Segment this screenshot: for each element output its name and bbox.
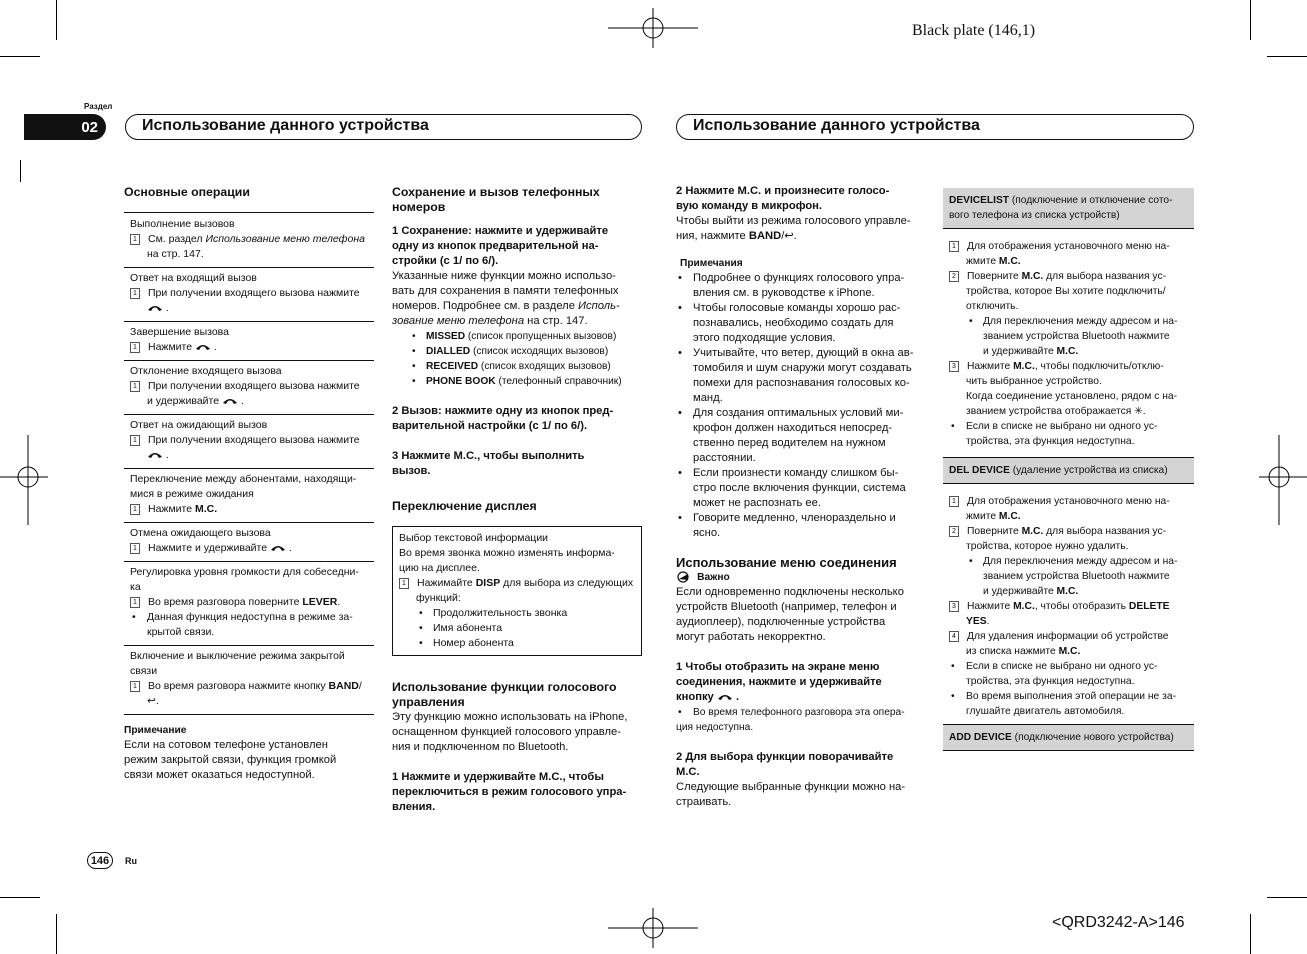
registration-mark-right: [1259, 435, 1307, 525]
heading-save-numbers: Сохранение и вызов телефонных: [392, 185, 600, 199]
list-item: • DIALLED (список исходящих вызовов): [392, 344, 642, 359]
step-number-icon: 1: [130, 543, 140, 554]
step-number-icon: 2: [949, 526, 959, 537]
step-text: одну из кнопок предварительной на-: [392, 240, 599, 252]
note-title: Примечания: [680, 258, 743, 269]
row-title: Ответ на входящий вызов: [130, 272, 257, 284]
table-row: [124, 213, 374, 267]
row-title: мися в режиме ожидания: [130, 488, 254, 500]
row-step: 1 При получении входящего вызова нажмите: [130, 379, 368, 394]
row-bullet-cont: крытой связи.: [147, 626, 215, 638]
row-title: Отмена ожидающего вызова: [130, 527, 271, 539]
step-text: 1 Нажмите и удерживайте M.C., чтобы: [392, 771, 604, 783]
page-title-left: Использование данного устройства: [125, 114, 642, 140]
row-title: Ответ на ожидающий вызов: [130, 419, 268, 431]
square-note: • Во время телефонного разговора эта опера-: [676, 705, 928, 720]
note-text: связи может оказаться недоступной.: [124, 769, 315, 781]
step-text: переключиться в режим голосового упра-: [392, 786, 627, 798]
note-item: • Чтобы голосовые команды хорошо рас-: [676, 301, 928, 316]
crop-mark: [1250, 0, 1251, 40]
step-text: соединения, нажмите и удерживайте: [676, 676, 882, 688]
box-title: Выбор текстовой информации: [399, 532, 549, 544]
step-number-icon: 1: [130, 597, 140, 608]
add-device-header: ADD DEVICE (подключение нового устройства): [943, 724, 1194, 751]
heading-save-numbers: номеров: [392, 200, 446, 214]
step-text: стройки (с 1/ по 6/).: [392, 255, 499, 267]
heading-display-switch: Переключение дисплея: [392, 499, 537, 513]
table-row: [124, 522, 374, 561]
phone-icon: [222, 397, 238, 405]
step-text: вызов.: [392, 465, 431, 477]
body-text: могут работать некорректно.: [676, 631, 826, 643]
step-number-icon: 4: [949, 631, 959, 642]
step-number-icon: 1: [130, 435, 140, 446]
step-number-icon: 1: [949, 496, 959, 507]
list-item: • Для переключения между адресом и на-: [949, 314, 1194, 329]
heading-voice-control: Использование функции голосового: [392, 680, 617, 694]
step-number-icon: 1: [399, 578, 409, 589]
body-text: Если одновременно подключены несколько: [676, 586, 904, 598]
crop-mark: [1250, 914, 1251, 954]
list-item: • Во время выполнения этой операции не за-: [949, 689, 1194, 704]
table-row: Включение и выключение режима закрытой связи 1 Во время разговора нажмите кнопку BAND/ ↩.: [124, 645, 374, 714]
table-row: Отклонение входящего вызова 1 При получении входящего вызова нажмите и удерживайте .: [124, 360, 374, 414]
row-title: Переключение между абонентами, находящи-: [130, 473, 357, 485]
registration-mark-bottom: [608, 908, 698, 948]
table-row: [124, 561, 374, 645]
section-label: Раздел: [84, 102, 113, 111]
heading-basic-operations: Основные операции: [124, 185, 250, 199]
note-item: • Говорите медленно, членораздельно и: [676, 511, 928, 526]
row-title: ка: [130, 581, 141, 593]
row-step: 1 Нажмите M.C.: [130, 502, 368, 517]
page-number: 146: [87, 852, 113, 869]
row-title: Выполнение вызовов: [130, 218, 235, 230]
phone-icon: [717, 693, 733, 701]
step-text: 2 Нажмите M.C. и произнесите голосо-: [676, 185, 890, 197]
step-text: 2 Для выбора функции поворачивайте: [676, 751, 894, 763]
step-text: 3 Нажмите M.C., чтобы выполнить: [392, 450, 585, 462]
step-text: варительной настройки (с 1/ по 6/).: [392, 420, 588, 432]
operations-table: [124, 212, 374, 715]
step-number-icon: 3: [949, 601, 959, 612]
row-title: связи: [130, 665, 158, 677]
list-item: • Для переключения между адресом и на-: [949, 554, 1194, 569]
body-text: ния и подключенном по Bluetooth.: [392, 741, 569, 753]
step-text: 2 Вызов: нажмите одну из кнопок пред-: [392, 405, 614, 417]
row-step: 1 При получении входящего вызова нажмите: [130, 433, 368, 448]
devicelist-header: DEVICELIST (подключение и отключение сото- вого телефона из списка устройств): [943, 188, 1194, 229]
list-item: • Номер абонента: [399, 636, 635, 651]
table-row: [124, 468, 374, 522]
row-step: 1 Нажмите и удерживайте .: [130, 541, 368, 556]
row-step: 1 См. раздел Использование меню телефона: [130, 232, 368, 247]
back-icon: ↩: [147, 695, 156, 707]
registration-mark-top: [608, 8, 698, 48]
row-step: 1 Нажмите .: [130, 340, 368, 355]
body-text: Чтобы выйти из режима голосового управле-: [676, 215, 911, 227]
list-item: • Продолжительность звонка: [399, 606, 635, 621]
step-number-icon: 3: [949, 361, 959, 372]
crop-mark: [1267, 56, 1307, 57]
step-text: 1 Сохранение: нажмите и удерживайте: [392, 225, 609, 237]
list-item: • PHONE BOOK (телефонный справочник): [392, 374, 642, 389]
list-item: • Если в списке не выбрано ни одного ус-: [949, 419, 1194, 434]
registration-mark-left: [0, 435, 48, 525]
step-number-icon: 1: [949, 241, 959, 252]
heading-connection-menu: Использование меню соединения: [676, 555, 897, 570]
heading-voice-control: управления: [392, 695, 465, 709]
table-row: [124, 321, 374, 360]
note-item: • Если произнести команду слишком бы-: [676, 466, 928, 481]
row-title: Регулировка уровня громкости для собеседни-: [130, 566, 359, 578]
step-text: 1 Чтобы отобразить на экране меню: [676, 661, 880, 673]
list-item: • Имя абонента: [399, 621, 635, 636]
crop-mark: [56, 914, 57, 954]
display-info-box: Выбор текстовой информации Во время звонка можно изменять информа- цию на дисплее. 1 Нажимайте DISP для выбора из следующих функций: • Продолжительность звонка • Имя абонента • Номер абонента: [392, 526, 642, 656]
body-text: Следующие выбранные функции можно на-: [676, 781, 906, 793]
important-icon: [676, 571, 694, 583]
plate-label: Black plate (146,1): [912, 22, 1036, 39]
row-step: 1 Во время разговора нажмите кнопку BAND/: [130, 679, 368, 694]
crop-mark: [56, 0, 57, 40]
note-title: Примечание: [124, 725, 187, 736]
column-1: [124, 185, 374, 783]
phone-icon: [195, 343, 211, 351]
note-item: • Подробнее о функциях голосового упра-: [676, 271, 928, 286]
table-row: Ответ на ожидающий вызов 1 При получении входящего вызова нажмите .: [124, 414, 374, 468]
note-item: • Учитывайте, что ветер, дующий в окна ав-: [676, 346, 928, 361]
step-text: вую команду в микрофон.: [676, 200, 823, 212]
note-text: Если на сотовом телефоне установлен: [124, 739, 328, 751]
back-icon: ↩: [784, 230, 794, 242]
note-item: • Для создания оптимальных условий ми-: [676, 406, 928, 421]
table-row: Ответ на входящий вызов 1 При получении входящего вызова нажмите .: [124, 267, 374, 321]
crop-mark: [1267, 897, 1307, 898]
page-title-right: Использование данного устройства: [676, 114, 1194, 140]
phone-icon: [147, 304, 163, 312]
row-title: Завершение вызова: [130, 326, 229, 338]
column-4: DEVICELIST (подключение и отключение сото- вого телефона из списка устройств) 1 Для отображения установочного меню на- жмите M.C. 2 Поверните M.C. для выбора названия ус- тройства, которое Вы хотите подключить/ отключить. • Для переключения между адресом и на- званием устройства Bluetooth нажмите и удерживайте M.C. 3 Нажмите M.C., чтобы подключить/отклю- чить выбранное устройство. Когда соединение установлено, рядом с на- званием устройства отображается ✳. • Если в списке не выбрано ни одного ус- тройства, эта функция недоступна. DEL DEVICE (удаление устройства из списка) 1 Для отображения установочного меню на- жмите M.C. 2 Поверните M.C. для выбора названия ус- тройства, которое нужно удалить. • Для переключения между адресом и на- званием устройства Bluetooth нажмите и удерживайте M.C. 3 Нажмите M.C., чтобы отобразить DELETE YES. 4 Для удаления информации об устройстве из списка нажмите M.C. • Если в списке не выбрано ни одного ус- тройства, эта функция недоступна. • Во время выполнения этой операции не за- глушайте двигатель автомобиля. ADD DEVICE (подключение нового устройства): [943, 188, 1194, 751]
phone-icon: [147, 451, 163, 459]
section-badge: 02: [24, 114, 106, 140]
step-number-icon: 1: [130, 234, 140, 245]
list-item: • Если в списке не выбрано ни одного ус-: [949, 659, 1194, 674]
body-text: аудиоплеер), подключенные устройства: [676, 616, 886, 628]
body-text: устройств Bluetooth (например, телефон и: [676, 601, 897, 613]
row-step: 1 При получении входящего вызова нажмите: [130, 286, 368, 301]
step-number-icon: 1: [130, 288, 140, 299]
row-title: Включение и выключение режима закрытой: [130, 650, 345, 662]
row-bullet: • Данная функция недоступна в режиме за-: [130, 610, 368, 625]
column-3: 2 Нажмите M.C. и произнесите голосо- вую команду в микрофон. Чтобы выйти из режима голосового управле- ния, нажмите BAND/↩. Примечания • Подробнее о функциях голосового упра- вления см. в руководстве к iPhone. • Чтобы голосовые команды хорошо рас- познавались, необходимо создать для этого подходящие условия. • Учитывайте, что ветер, дующий в окна ав- томобиля и шум снаружи могут создавать помехи для распознавания голосовых ко- манд. • Для создания оптимальных условий ми- крофон должен находиться непосред- ственно перед водителем на нужном расстоянии. • Если произнести команду слишком бы- стро после включения функции, система может не распознать ее. • Говорите медленно, членораздельно и ясно. Использование меню соединения Важно Если одновременно подключены несколько устройств Bluetooth (например, телефон и аудиоплеер), подключенные устройства могут работать некорректно. 1 Чтобы отобразить на экране меню соединения, нажмите и удерживайте кнопку . • Во время телефонного разговора эта опера- ция недоступна. 2 Для выбора функции поворачивайте M.C. Следующие выбранные функции можно на- страивать.: [676, 184, 928, 810]
body-text: страивать.: [676, 796, 732, 808]
document-code: <QRD3242-A>146: [1052, 914, 1185, 931]
note-text: режим закрытой связи, функция громкой: [124, 754, 337, 766]
body-text: вать для сохранения в памяти телефонных: [392, 285, 619, 297]
del-device-header: DEL DEVICE (удаление устройства из списка): [943, 457, 1194, 484]
row-title: Отклонение входящего вызова: [130, 365, 282, 377]
row-step: 1 Во время разговора поверните LEVER.: [130, 595, 368, 610]
step-text: M.C.: [676, 766, 700, 778]
column-2: Сохранение и вызов телефонных номеров 1 Сохранение: нажмите и удерживайте одну из кнопок предварительной на- стройки (с 1/ по 6/). Указанные ниже функции можно использо- вать для сохранения в памяти телефонных номеров. Подробнее см. в разделе Исполь- зование меню телефона на стр. 147. • MISSED (список пропущенных вызовов) • DIALLED (список исходящих вызовов) • RECEIVED (список входящих вызовов) • PHONE BOOK (телефонный справочник) 2 Вызов: нажмите одну из кнопок пред- варительной настройки (с 1/ по 6/). 3 Нажмите M.C., чтобы выполнить вызов. Переключение дисплея Выбор текстовой информации Во время звонка можно изменять информа- цию на дисплее. 1 Нажимайте DISP для выбора из следующих функций: • Продолжительность звонка • Имя абонента • Номер абонента Использование функции голосового управления Эту функцию можно использовать на iPhone, оснащенном функцией голосового управле- ния и подключенном по Bluetooth. 1 Нажмите и удерживайте M.C., чтобы переключиться в режим голосового упра- вления.: [392, 185, 642, 815]
step-number-icon: 2: [949, 271, 959, 282]
body-text: Указанные ниже функции можно использо-: [392, 270, 616, 282]
body-text: оснащенном функцией голосового управле-: [392, 726, 621, 738]
list-item: • MISSED (список пропущенных вызовов): [392, 329, 642, 344]
phone-icon: [270, 544, 286, 552]
crop-mark: [0, 56, 40, 57]
crop-mark: [20, 160, 21, 182]
crop-mark: [0, 897, 40, 898]
list-item: • RECEIVED (список входящих вызовов): [392, 359, 642, 374]
step-text: вления.: [392, 801, 436, 813]
language-label: Ru: [125, 856, 137, 866]
step-number-icon: 1: [130, 381, 140, 392]
row-step-cont: на стр. 147.: [147, 248, 204, 260]
step-number-icon: 1: [130, 504, 140, 515]
step-number-icon: 1: [130, 342, 140, 353]
step-number-icon: 1: [130, 681, 140, 692]
body-text: Эту функцию можно использовать на iPhone,: [392, 711, 628, 723]
